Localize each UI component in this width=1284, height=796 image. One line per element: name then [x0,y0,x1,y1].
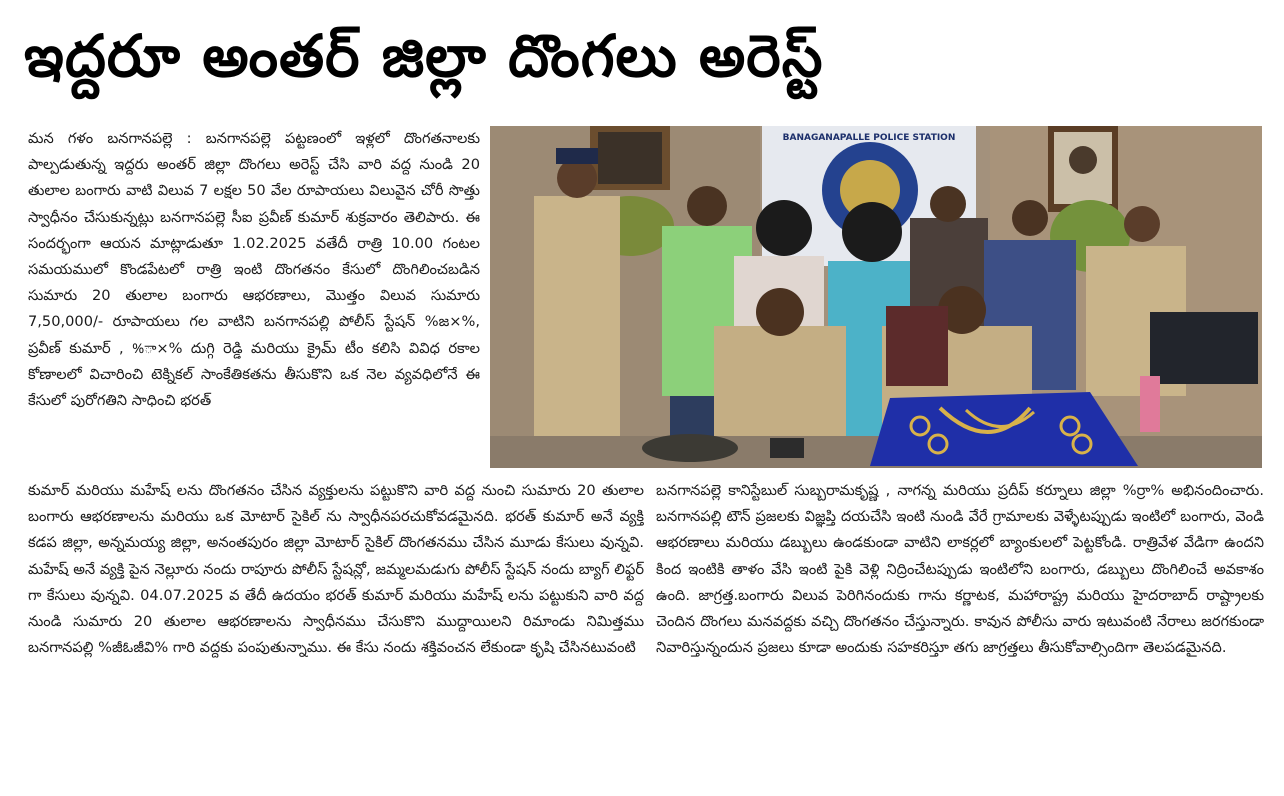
article-paragraph-2: కుమార్ మరియు మహేష్ లను దొంగతనం చేసిన వ్యక్తులను పట్టుకొని వారి వద్ద నుంచి సుమారు 20 తులాల బంగారు ఆభరణాలను మరియు ఒక మోటార్ సైకిల్ ను స్వాధీనపరచుకోవడమైనది. భరత్ కుమార్ అనే వ్యక్తి కడప జిల్లా, అన్నమయ్య జిల్లా, అనంతపురం జిల్లా మోటార్ సైకిల్ దొంగతనము చేసిన మూడు కేసులు వున్నవి. మహేష్ అనే వ్యక్తి పైన నెల్లూరు నందు రాపూరు పోలీస్ స్టేషన్లో, జమ్మలమడుగు పోలీస్ స్టేషన్ నందు బ్యాగ్ లిఫ్టర్ గా కేసులు వున్నవి. 04.07.2025 వ తేదీ ఉదయం భరత్ కుమార్ మరియు మహేష్ లను పట్టుకుని వారి వద్ద నుండి సుమారు 20 తులాల ఆభరణాలను స్వాధీనము చేసుకొని ముద్దాయిలని రిమాండు నిమిత్తము బనగానపల్లి %జీఓజీవి% గారి వద్దకు పంపుతున్నాము. ఈ కేసు నందు శక్తివంచన లేకుండా కృషి చేసినటువంటి [28,482,644,657]
article-column-bottom-left [28,478,644,778]
article-paragraph-3: బనగానపల్లె కానిస్టేబుల్ సుబ్బరామకృష్ణ , నాగన్న మరియు ప్రదీప్ కర్నూలు జిల్లా %ర్రా% అభినందించారు. బనగానపల్లి టౌన్ ప్రజలకు విజ్ఞప్తి దయచేసి ఇంటి నుండి వేరే గ్రామాలకు వెళ్ళేటప్పుడు ఇంటిలో బంగారు, వెండి ఆభరణాలు మరియు డబ్బులు ఉండకుండా వాటిని లాకర్లలో బ్యాంకులలో పెట్టకోండి. రాత్రివేళ వేడిగా ఉందని కింద ఇంటికి తాళం వేసి ఇంటి పైకి వెళ్లి నిద్రించేటప్పుడు ఇంటిలోని బంగారు, డబ్బులు దొంగిలించే అవకాశం ఉంది. జాగ్రత్త.బంగారు విలువ పెరిగినందుకు గాను కర్ణాటక, మహారాష్ట్ర మరియు హైదరాబాద్ రాష్ట్రాలకు చెందిన దొంగలు మనవద్దకు వచ్చి దొంగతనం చేస్తున్నారు. కావున పోలీసు వారు ఇటువంటి నేరాలు జరగకుండా నివారిస్తున్నందున ప్రజలు కూడా అందుకు సహకరిస్తూ తగు జాగ్రత్తలు తీసుకోవాల్సిందిగా తెలపడమైనది. [656,482,1264,657]
news-photo [490,126,1262,468]
seated-officer [714,326,846,446]
station-sign-text: BANAGANAPALLE POLICE STATION [782,133,956,143]
police-press-photo [490,126,1262,468]
article-column-right [656,478,1264,768]
officer-figure [534,196,620,468]
article-paragraph-1: మన గళం బనగానపల్లె : బనగానపల్లె పట్టణంలో ఇళ్లలో దొంగతనాలకు పాల్పడుతున్న ఇద్దరు అంతర్ జిల్లా దొంగలు అరెస్ట్ చేసి వారి వద్ద నుండి 20 తులాల బంగారు వాటి విలువ 7 లక్షల 50 వేల రూపాయలు విలువైన చోరీ సొత్తు స్వాధీనం చేసుకున్నట్లు బనగానపల్లె సీఐ ప్రవీణ్ కుమార్ శుక్రవారం తెలిపారు. ఈ సందర్భంగా ఆయన మాట్లాడుతూ 1.02.2025 వతేదీ రాత్రి 10.00 గంటల సమయములో కొండపేటలో రాత్రి ఇంటి దొంగతనం కేసులో దొంగిలించబడిన సుమారు 20 తులాల బంగారు ఆభరణాలు, మొత్తం విలువ సుమారు 7,50,000/- రూపాయలు గల వాటిని బనగానపల్లి పోలీస్ స్టేషన్ %జ×%, ప్రవీణ్ కుమార్ , %ా×% దుగ్గి రెడ్డి మరియు క్రైమ్ టీం కలిసి వివిధ రకాల కోణాలలో విచారించి టెక్నికల్ సాంకేతికతను తీసుకొని ఒక నెల వ్యవధిలోనే ఈ కేసులో పురోగతిని సాధించి భరత్ [28,130,480,410]
masked-head [756,200,812,256]
headline: ఇద్దరూ అంతర్ జిల్లా దొంగలు అరెస్ట్ [24,22,824,90]
masked-head [842,202,902,262]
